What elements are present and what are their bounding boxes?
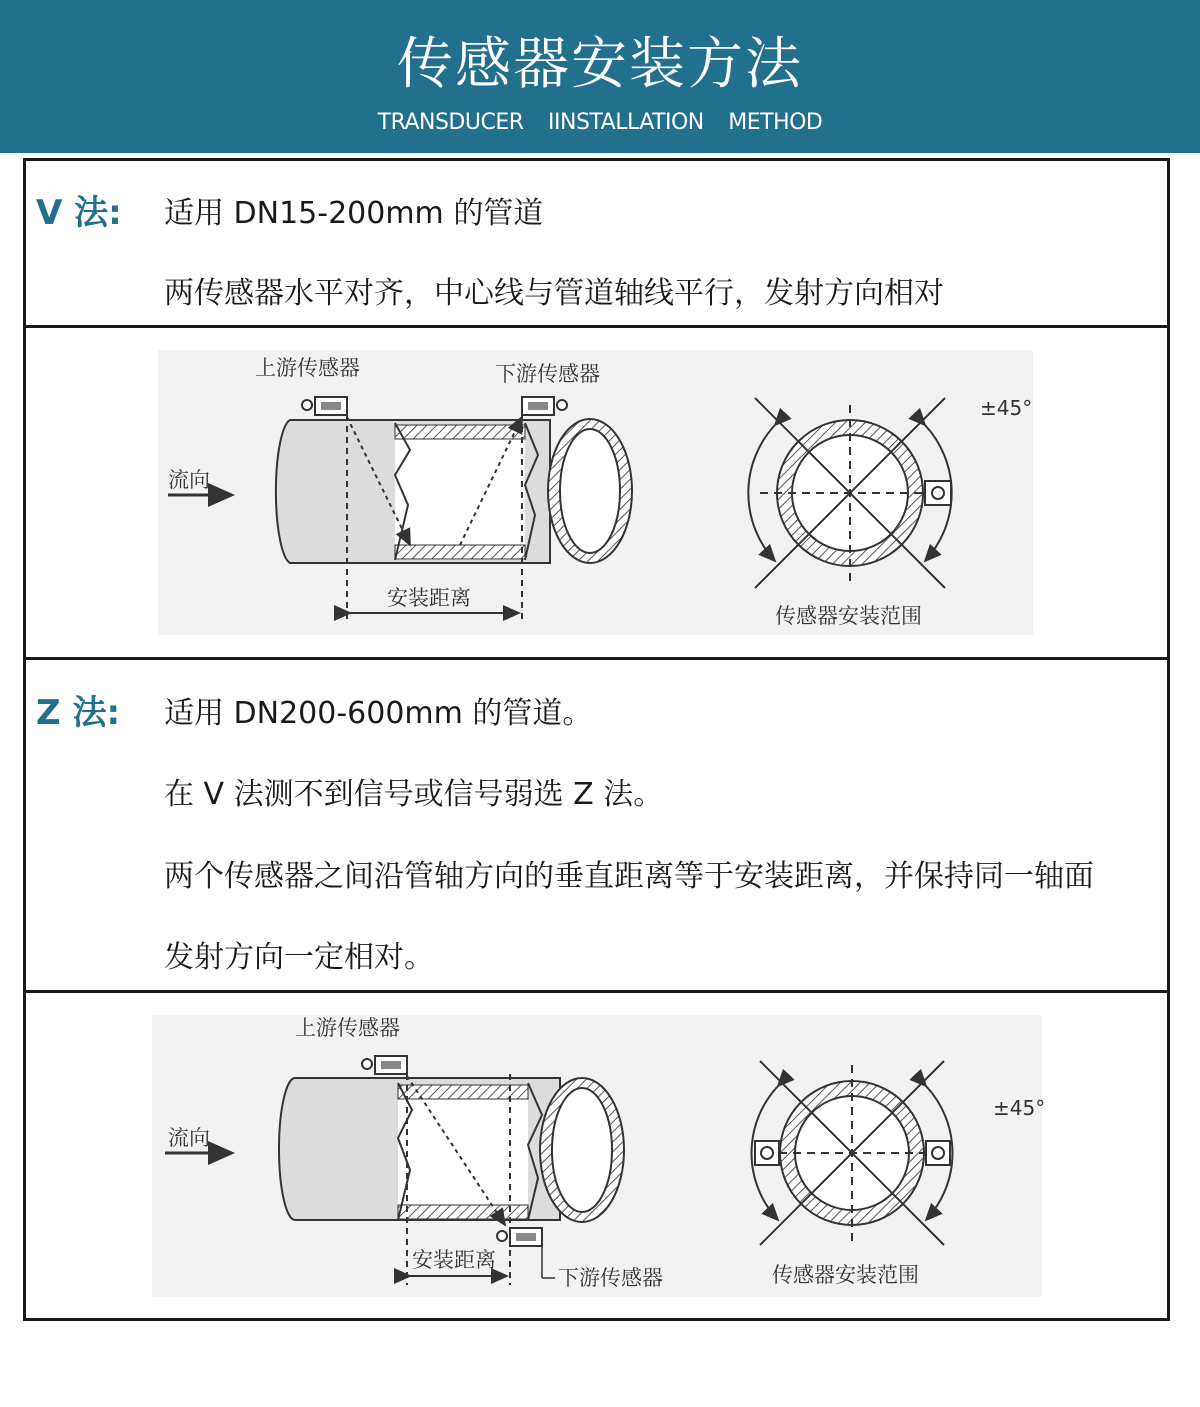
v-method-label: V 法:: [36, 193, 122, 233]
left-side-sensor-icon: [755, 1141, 779, 1165]
v-method-line-1: 适用 DN15-200mm 的管道: [164, 196, 544, 231]
z-method-line-1: 适用 DN200-600mm 的管道。: [164, 696, 593, 731]
angle-label: ±45°: [993, 1096, 1045, 1120]
z-method-line-4: 发射方向一定相对。: [164, 940, 434, 975]
upstream-sensor-label: 上游传感器: [255, 356, 360, 380]
sensor-range-label: 传感器安装范围: [775, 604, 922, 628]
header-banner: [0, 0, 1200, 153]
pipe-body: [279, 1078, 624, 1222]
downstream-sensor-label: 下游传感器: [495, 362, 600, 386]
divider-v-diagram: [23, 657, 1170, 660]
side-sensor-icon: [925, 481, 951, 505]
pipe-body: [276, 419, 632, 563]
divider-z-text: [23, 990, 1170, 993]
downstream-sensor-label: 下游传感器: [558, 1266, 663, 1290]
z-method-line-3: 两个传感器之间沿管轴方向的垂直距离等于安装距离，并保持同一轴面: [164, 859, 1094, 894]
install-distance-label: 安装距离: [387, 586, 471, 610]
z-method-label: Z 法:: [36, 693, 121, 733]
flow-direction-label: 流向: [168, 1126, 210, 1150]
angle-label: ±45°: [980, 396, 1033, 420]
right-side-sensor-icon: [926, 1141, 950, 1165]
flow-direction-label: 流向: [168, 468, 210, 492]
page-subtitle: TRANSDUCER IINSTALLATION METHOD: [377, 110, 823, 135]
page-title: 传感器安装方法: [397, 32, 803, 97]
divider-v-text: [23, 325, 1170, 328]
v-method-line-2: 两传感器水平对齐，中心线与管道轴线平行，发射方向相对: [164, 276, 944, 311]
z-method-line-2: 在 V 法测不到信号或信号弱选 Z 法。: [164, 777, 664, 812]
v-method-diagram: [150, 345, 1040, 640]
install-distance-label: 安装距离: [412, 1248, 496, 1272]
sensor-range-label: 传感器安装范围: [772, 1263, 919, 1287]
z-method-diagram: [150, 1010, 1045, 1302]
upstream-sensor-label: 上游传感器: [295, 1016, 400, 1040]
